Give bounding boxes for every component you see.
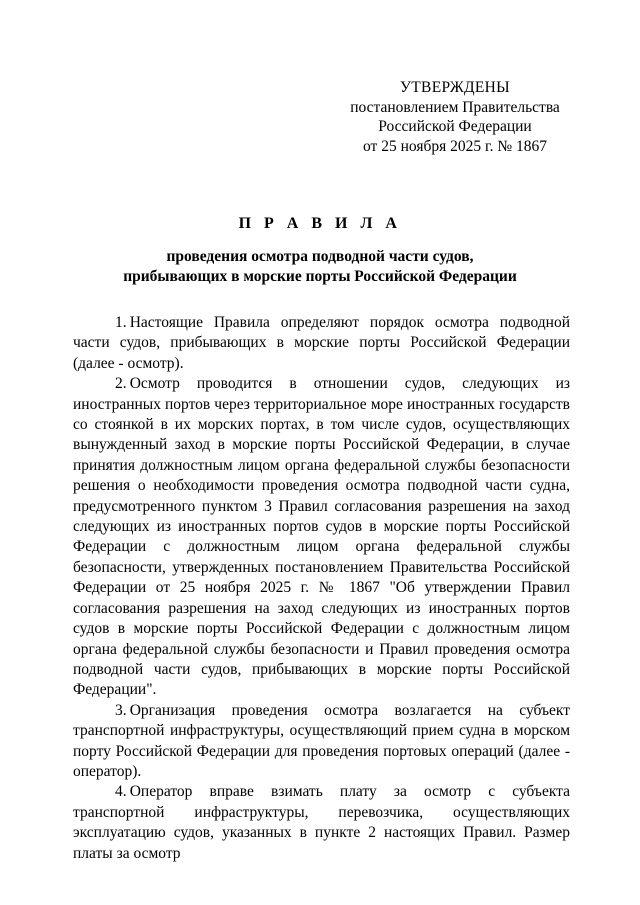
approval-line-3: от 25 ноября 2025 г. № 1867 (363, 137, 547, 155)
approval-heading: УТВЕРЖДЕНЫ (400, 79, 510, 96)
approval-line-1: постановлением Правительства (350, 98, 560, 116)
paragraph-1 (73, 313, 570, 374)
approval-stamp (340, 78, 570, 156)
paragraph-number: 4. (115, 783, 127, 801)
title-main: П Р А В И Л А (238, 215, 402, 232)
document-body (73, 313, 570, 864)
paragraph-2 (73, 374, 570, 701)
paragraph-text: Настоящие Правила определяют порядок осмотра подводной части судов, прибывающих в морские порты Российской Федерации (далее - осмотр). (73, 314, 570, 372)
paragraph-text: Осмотр проводится в отношении судов, следующих из иностранных портов через территориальное море иностранных государств со стоянкой в их морских портах, в том числе судов, осуществляющих вынужденный заход в морские порты Российской Федерации, в случае принятия должностным лицом органа федеральной службы безопасности решения о необходимости проведения осмотра подводной части судна, предусмотренного пунктом 3 Правил согласования разрешения на заход следующих из иностранных портов судов в морские порты Российской Федерации с должностным лицом органа федеральной службы безопасности, утвержденных постановлением Правительства Российской Федерации от 25 ноября 2025 г. № 1867 "Об утверждении Правил согласования разрешения на заход следующих из иностранных портов судов в морские порты Российской Федерации с должностным лицом органа федеральной службы безопасности и Правил проведения осмотра подводной части судов, прибывающих в морские порты Российской Федерации". (73, 375, 570, 699)
paragraph-text: Организация проведения осмотра возлагается на субъект транспортной инфраструктуры, осуществляющий прием судна в морском порту Российской Федерации для проведения портовых операций (далее - оператор). (73, 701, 570, 780)
approval-line-2: Российской Федерации (378, 118, 532, 135)
paragraph-4 (73, 782, 570, 864)
title-subtitle-line-1: проведения осмотра подводной части судов, (166, 248, 474, 265)
document-title (70, 215, 570, 287)
paragraph-number: 2. (115, 375, 127, 393)
paragraph-text: Оператор вправе взимать плату за осмотр с субъекта транспортной инфраструктуры, перевозчика, осуществляющих эксплуатацию судов, указанных в пункте 2 настоящих Правил. Размер платы за осмотр (73, 783, 570, 862)
paragraph-number: 3. (115, 701, 127, 719)
paragraph-number: 1. (115, 314, 127, 331)
title-subtitle-line-2: прибывающих в морские порты Российской Федерации (123, 268, 517, 285)
paragraph-3 (73, 701, 570, 783)
